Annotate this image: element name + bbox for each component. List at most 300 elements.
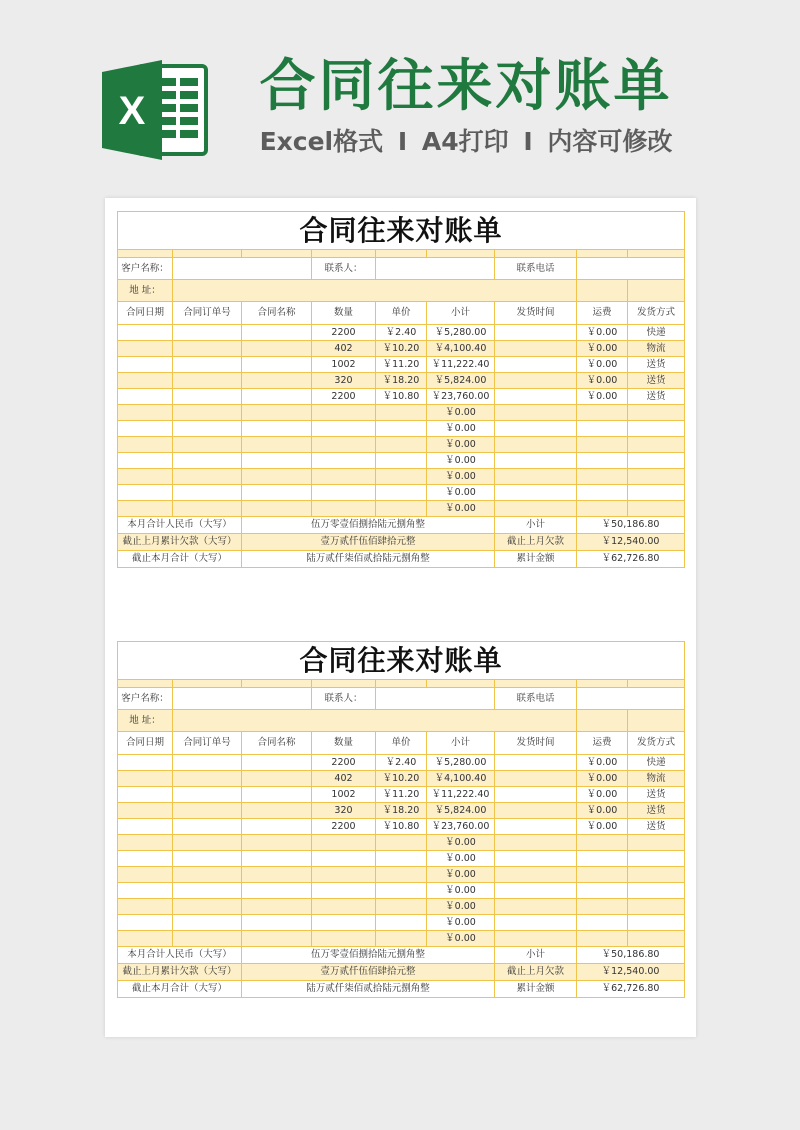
table-cell[interactable]: ￥0.00 [577,819,628,835]
table-cell[interactable]: ￥2.40 [376,755,427,771]
table-cell[interactable] [628,485,685,501]
table-cell[interactable] [495,389,577,405]
table-cell[interactable] [242,325,312,341]
spacer-cell [577,680,628,688]
customer-field[interactable] [173,688,312,710]
table-cell[interactable] [242,421,312,437]
table-cell[interactable]: 402 [312,341,376,357]
table-cell[interactable]: ￥11,222.40 [427,357,495,373]
table-cell[interactable] [173,787,242,803]
table-cell[interactable] [242,931,312,947]
table-cell[interactable] [242,469,312,485]
table-cell[interactable]: 送货 [628,803,685,819]
table-cell[interactable] [577,931,628,947]
table-cell[interactable]: 物流 [628,341,685,357]
table-cell[interactable] [242,341,312,357]
table-cell[interactable] [376,469,427,485]
table-cell[interactable] [118,835,173,851]
table-cell[interactable]: ￥0.00 [427,835,495,851]
table-cell[interactable] [242,755,312,771]
table-cell[interactable] [495,325,577,341]
table-cell[interactable] [173,819,242,835]
table-cell[interactable] [118,501,173,517]
table-row [118,915,685,931]
table-cell[interactable]: 2200 [312,325,376,341]
table-cell[interactable] [495,787,577,803]
table-cell[interactable] [118,485,173,501]
spacer-cell [427,680,495,688]
contact-field[interactable] [376,688,495,710]
contact-label: 联系人： [312,258,376,280]
subtitle [236,124,696,160]
table-cell[interactable]: ￥0.00 [427,851,495,867]
table-cell[interactable] [495,485,577,501]
table-cell[interactable] [577,915,628,931]
summary-words: 伍万零壹佰捌拾陆元捌角整 [242,517,495,534]
table-cell[interactable]: 2200 [312,755,376,771]
contact-field[interactable] [376,258,495,280]
table-cell[interactable]: ￥0.00 [427,501,495,517]
table-cell[interactable] [173,469,242,485]
table-cell[interactable] [495,373,577,389]
table-cell[interactable] [376,485,427,501]
summary-words: 壹万贰仟伍佰肆拾元整 [242,964,495,981]
table-row [118,437,685,453]
table-cell[interactable]: 1002 [312,787,376,803]
table-cell[interactable] [242,899,312,915]
table-cell[interactable]: ￥0.00 [427,437,495,453]
table-cell[interactable] [173,453,242,469]
table-cell[interactable] [173,373,242,389]
table-cell[interactable] [495,883,577,899]
table-row [118,357,685,373]
table-cell[interactable] [376,437,427,453]
address-label: 地 址： [118,280,173,302]
phone-label: 联系电话 [495,688,577,710]
customer-field[interactable] [173,258,312,280]
phone-field[interactable] [577,688,685,710]
table-cell[interactable]: ￥4,100.40 [427,341,495,357]
table-cell[interactable] [173,341,242,357]
table-row [118,899,685,915]
table-cell[interactable] [577,899,628,915]
table-cell[interactable]: 物流 [628,771,685,787]
table-cell[interactable] [495,899,577,915]
summary-amount: ￥62,726.80 [577,551,685,568]
column-header: 数量 [312,732,376,755]
summary-amount: ￥50,186.80 [577,517,685,534]
table-cell[interactable] [242,357,312,373]
table-cell[interactable] [173,915,242,931]
table-cell[interactable] [242,501,312,517]
table-cell[interactable] [118,469,173,485]
table-cell[interactable] [242,803,312,819]
summary-label: 截止上月累计欠款（大写） [118,534,242,551]
table-row [118,867,685,883]
table-cell[interactable]: ￥0.00 [577,373,628,389]
summary-key: 截止上月欠款 [495,964,577,981]
summary-row [118,534,685,551]
table-cell[interactable] [173,883,242,899]
table-cell[interactable]: ￥0.00 [427,405,495,421]
table-cell[interactable] [312,453,376,469]
table-cell[interactable]: 送货 [628,373,685,389]
table-cell[interactable]: ￥0.00 [577,787,628,803]
table-cell[interactable]: ￥11,222.40 [427,787,495,803]
spacer-cell [173,680,242,688]
table-cell[interactable] [173,501,242,517]
table-cell[interactable] [118,389,173,405]
table-cell[interactable] [495,755,577,771]
table-cell[interactable] [242,485,312,501]
table-cell[interactable]: ￥0.00 [427,867,495,883]
table-cell[interactable]: ￥0.00 [577,803,628,819]
summary-amount: ￥50,186.80 [577,947,685,964]
table-cell[interactable] [242,819,312,835]
table-cell[interactable] [628,421,685,437]
table-cell[interactable]: ￥4,100.40 [427,771,495,787]
table-cell[interactable] [577,485,628,501]
table-cell[interactable]: 320 [312,373,376,389]
table-cell[interactable]: ￥23,760.00 [427,819,495,835]
table-cell[interactable] [173,835,242,851]
table-cell[interactable]: ￥0.00 [427,469,495,485]
table-cell[interactable] [118,325,173,341]
table-row [118,485,685,501]
table-cell[interactable] [495,771,577,787]
table-cell[interactable] [242,851,312,867]
table-cell[interactable] [173,485,242,501]
table-cell[interactable] [495,819,577,835]
table-cell[interactable] [242,787,312,803]
table-cell[interactable]: ￥23,760.00 [427,389,495,405]
table-cell[interactable]: 快递 [628,325,685,341]
customer-label: 客户名称： [118,688,173,710]
table-cell[interactable]: ￥5,280.00 [427,325,495,341]
table-cell[interactable] [173,325,242,341]
spacer-cell [312,250,376,258]
table-cell[interactable]: ￥10.80 [376,389,427,405]
table-cell[interactable] [495,803,577,819]
summary-row [118,517,685,534]
table-cell[interactable] [173,755,242,771]
summary-row [118,947,685,964]
summary-label: 本月合计人民币（大写） [118,947,242,964]
table-cell[interactable] [118,899,173,915]
column-header: 合同日期 [118,732,173,755]
table-cell[interactable]: ￥0.00 [427,931,495,947]
spacer-cell [242,680,312,688]
table-cell[interactable] [173,357,242,373]
table-cell[interactable]: ￥10.80 [376,819,427,835]
table-cell[interactable] [495,341,577,357]
table-cell[interactable] [376,867,427,883]
subtitle-editable: 内容可修改 [547,127,673,156]
table-cell[interactable] [118,803,173,819]
subtitle-separator: I [523,127,533,156]
table-cell[interactable] [312,899,376,915]
address-field[interactable] [173,280,577,302]
table-cell[interactable]: 402 [312,771,376,787]
subtitle-separator: I [397,127,408,156]
table-cell[interactable] [118,883,173,899]
table-cell[interactable] [495,851,577,867]
table-cell[interactable] [118,819,173,835]
table-cell[interactable]: ￥0.00 [577,389,628,405]
table-cell[interactable] [173,437,242,453]
table-cell[interactable] [628,835,685,851]
table-cell[interactable]: ￥5,824.00 [427,803,495,819]
contact-label: 联系人： [312,688,376,710]
table-cell[interactable] [312,851,376,867]
table-cell[interactable] [376,421,427,437]
table-row [118,421,685,437]
table-cell[interactable] [242,389,312,405]
table-cell[interactable] [173,421,242,437]
table-cell[interactable]: ￥0.00 [577,771,628,787]
table-cell[interactable] [376,835,427,851]
table-cell[interactable]: ￥0.00 [427,899,495,915]
column-header: 发货时间 [495,302,577,325]
table-cell[interactable] [173,803,242,819]
table-cell[interactable] [242,437,312,453]
table-cell[interactable] [242,373,312,389]
table-cell[interactable]: ￥0.00 [427,915,495,931]
table-cell[interactable] [312,501,376,517]
table-cell[interactable]: 送货 [628,787,685,803]
summary-key: 累计金额 [495,551,577,568]
table-cell[interactable] [242,405,312,421]
table-cell[interactable]: 送货 [628,819,685,835]
table-cell[interactable]: ￥0.00 [577,755,628,771]
column-header: 合同日期 [118,302,173,325]
phone-label: 联系电话 [495,258,577,280]
table-cell[interactable]: ￥0.00 [427,485,495,501]
table-row [118,771,685,787]
table-cell[interactable] [495,915,577,931]
table-cell[interactable] [628,851,685,867]
table-cell[interactable] [628,899,685,915]
table-cell[interactable] [376,405,427,421]
table-cell[interactable] [312,405,376,421]
table-row [118,803,685,819]
table-cell[interactable] [173,405,242,421]
table-cell[interactable] [242,915,312,931]
table-cell[interactable]: 送货 [628,357,685,373]
table-cell[interactable] [495,405,577,421]
summary-label: 截止本月合计（大写） [118,551,242,568]
table-cell[interactable] [495,469,577,485]
table-cell[interactable]: 快递 [628,755,685,771]
table-cell[interactable] [118,341,173,357]
spacer-cell [376,680,427,688]
summary-label: 截止上月累计欠款（大写） [118,964,242,981]
column-header: 合同订单号 [173,732,242,755]
column-header: 发货时间 [495,732,577,755]
table-cell[interactable] [577,405,628,421]
table-cell[interactable] [628,405,685,421]
table-cell[interactable] [242,883,312,899]
table-cell[interactable]: ￥2.40 [376,325,427,341]
table-row [118,469,685,485]
table-cell[interactable] [495,867,577,883]
table-cell[interactable] [312,931,376,947]
summary-row [118,964,685,981]
table-cell[interactable]: ￥0.00 [577,341,628,357]
table-cell[interactable] [242,453,312,469]
table-cell[interactable] [118,915,173,931]
table-row [118,851,685,867]
table-cell[interactable] [242,867,312,883]
table-row [118,325,685,341]
table-cell[interactable]: ￥0.00 [427,421,495,437]
table-cell[interactable] [577,851,628,867]
table-cell[interactable] [173,389,242,405]
subtitle-format: Excel格式 [259,127,384,156]
table-cell[interactable] [312,437,376,453]
table-cell[interactable] [312,469,376,485]
table-cell[interactable]: 320 [312,803,376,819]
table-cell[interactable]: ￥0.00 [427,883,495,899]
table-cell[interactable] [118,421,173,437]
table-cell[interactable]: ￥5,280.00 [427,755,495,771]
table-cell[interactable] [628,931,685,947]
table-cell[interactable]: ￥0.00 [577,325,628,341]
table-cell[interactable] [118,787,173,803]
summary-words: 伍万零壹佰捌拾陆元捌角整 [242,947,495,964]
summary-key: 小计 [495,947,577,964]
spacer-cell [312,680,376,688]
table-cell[interactable] [628,915,685,931]
table-row [118,341,685,357]
table-cell[interactable] [376,915,427,931]
table-cell[interactable] [577,867,628,883]
spacer-cell [427,250,495,258]
table-cell[interactable] [173,771,242,787]
table-cell[interactable] [173,867,242,883]
address-label: 地 址： [118,710,173,732]
table-cell[interactable]: ￥18.20 [376,373,427,389]
table-cell[interactable] [577,453,628,469]
summary-key: 截止上月欠款 [495,534,577,551]
table-cell[interactable]: ￥0.00 [427,453,495,469]
column-header: 运费 [577,302,628,325]
table-cell[interactable] [376,501,427,517]
table-cell[interactable] [242,835,312,851]
table-cell[interactable] [312,883,376,899]
table-cell[interactable] [118,437,173,453]
table-row [118,787,685,803]
column-header: 合同名称 [242,302,312,325]
table-cell[interactable] [577,421,628,437]
column-header: 单价 [376,302,427,325]
table-cell[interactable] [376,851,427,867]
table-cell[interactable]: 2200 [312,819,376,835]
table-cell[interactable] [577,883,628,899]
customer-label: 客户名称： [118,258,173,280]
blank-cell [577,280,628,302]
table-cell[interactable]: ￥10.20 [376,341,427,357]
table-cell[interactable]: 1002 [312,357,376,373]
table-cell[interactable] [495,453,577,469]
table-cell[interactable] [628,883,685,899]
table-cell[interactable]: 2200 [312,389,376,405]
table-cell[interactable] [495,501,577,517]
table-cell[interactable]: ￥0.00 [577,357,628,373]
table-cell[interactable] [118,373,173,389]
table-cell[interactable] [118,453,173,469]
table-cell[interactable] [376,453,427,469]
column-header: 数量 [312,302,376,325]
table-cell[interactable] [118,931,173,947]
table-cell[interactable] [577,437,628,453]
table-cell[interactable] [628,501,685,517]
summary-words: 壹万贰仟伍佰肆拾元整 [242,534,495,551]
table-cell[interactable] [312,915,376,931]
table-cell[interactable] [312,835,376,851]
logo-letter: X [118,89,146,133]
table-cell[interactable] [495,357,577,373]
table-row [118,405,685,421]
table-row [118,931,685,947]
table-cell[interactable] [628,437,685,453]
table-cell[interactable] [312,421,376,437]
table-cell[interactable]: 送货 [628,389,685,405]
table-cell[interactable] [173,931,242,947]
address-field[interactable] [173,710,577,732]
table-cell[interactable] [628,469,685,485]
table-cell[interactable]: ￥11.20 [376,787,427,803]
table-cell[interactable] [495,421,577,437]
table-cell[interactable]: ￥10.20 [376,771,427,787]
table-cell[interactable] [118,755,173,771]
summary-label: 本月合计人民币（大写） [118,517,242,534]
summary-amount: ￥12,540.00 [577,964,685,981]
table-cell[interactable] [376,931,427,947]
table-cell[interactable] [495,931,577,947]
table-cell[interactable] [312,485,376,501]
table-cell[interactable] [173,899,242,915]
table-cell[interactable] [173,851,242,867]
spacer-cell [495,680,577,688]
table-cell[interactable] [577,835,628,851]
table-cell[interactable] [118,867,173,883]
table-cell[interactable]: ￥5,824.00 [427,373,495,389]
table-cell[interactable] [577,469,628,485]
table-cell[interactable]: ￥18.20 [376,803,427,819]
table-cell[interactable] [118,771,173,787]
table-cell[interactable] [118,851,173,867]
table-cell[interactable] [242,771,312,787]
table-cell[interactable] [312,867,376,883]
table-cell[interactable] [376,899,427,915]
table-cell[interactable] [628,453,685,469]
table-cell[interactable] [118,405,173,421]
table-cell[interactable] [495,437,577,453]
sheet-title: 合同往来对账单 [118,212,685,250]
table-cell[interactable] [118,357,173,373]
page-title: 合同往来对账单 [259,54,673,119]
table-cell[interactable] [376,883,427,899]
phone-field[interactable] [577,258,685,280]
column-header: 发货方式 [628,302,685,325]
table-cell[interactable]: ￥11.20 [376,357,427,373]
summary-row [118,981,685,998]
table-cell[interactable] [628,867,685,883]
table-cell[interactable] [495,835,577,851]
table-cell[interactable] [577,501,628,517]
statement-table [117,211,685,568]
